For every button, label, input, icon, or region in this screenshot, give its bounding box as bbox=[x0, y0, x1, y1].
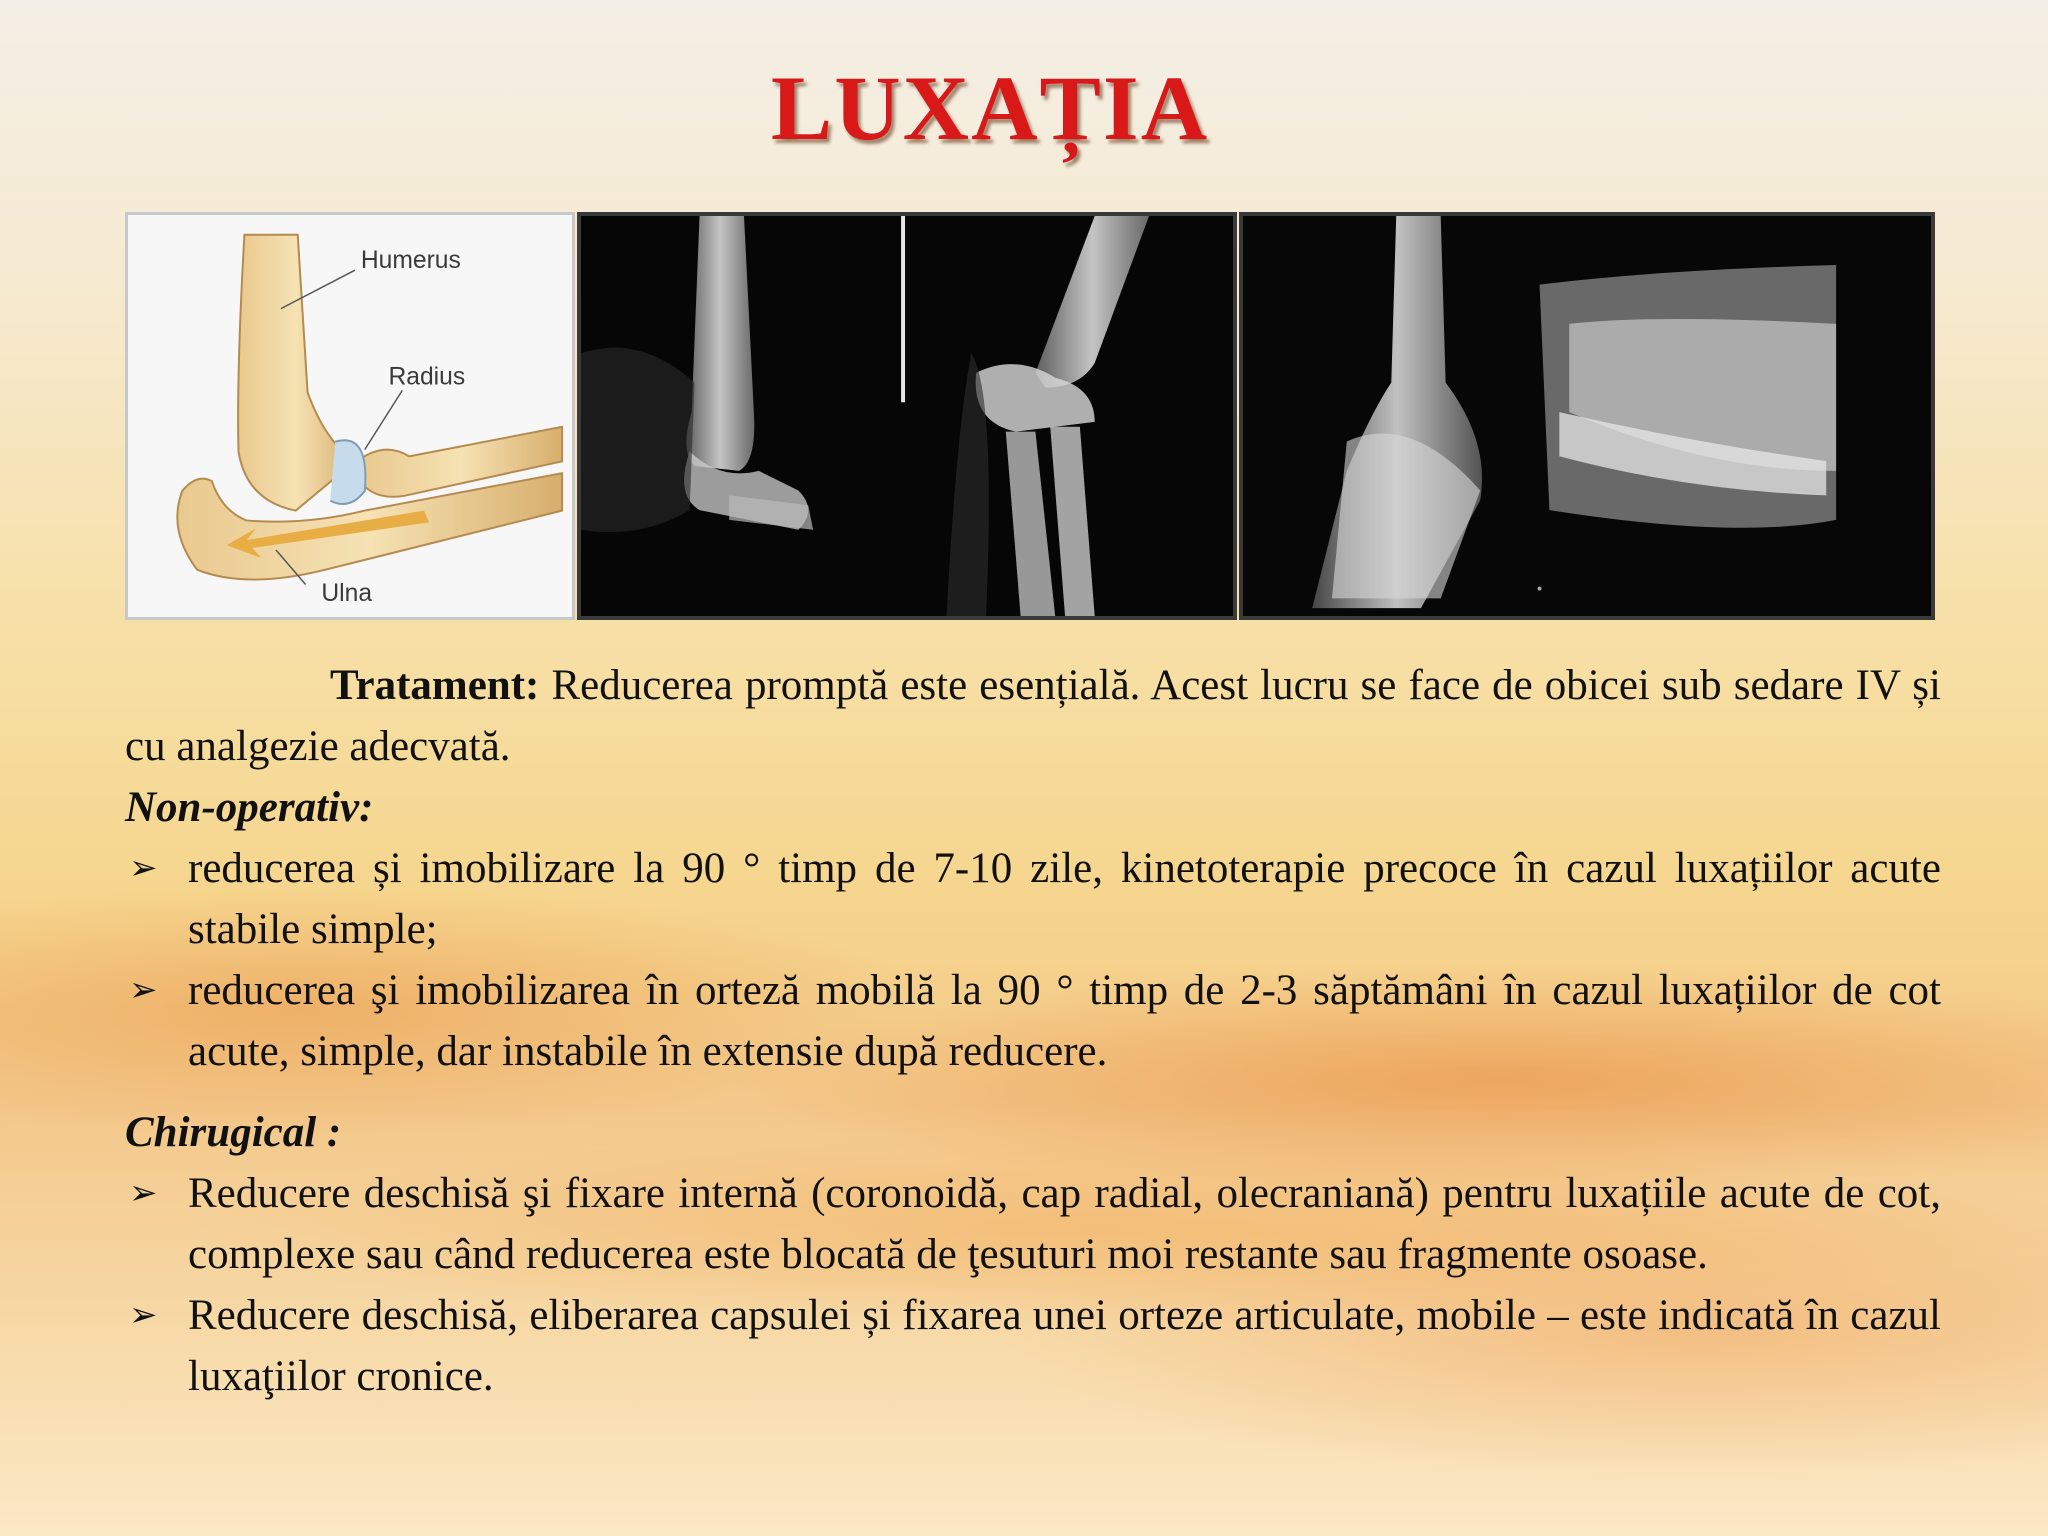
list-item-text: Reducere deschisă, eliberarea capsulei și fixarea unei orteze articulate, mobile – este indicată în cazul luxaţiilor cronice. bbox=[188, 1292, 1941, 1400]
label-ulna: Ulna bbox=[321, 580, 373, 608]
non-operative-list bbox=[125, 838, 1941, 1082]
surgical-heading: Chirugical : bbox=[125, 1109, 342, 1156]
slide-title: LUXAȚIA bbox=[770, 57, 1210, 159]
list-item-text: reducerea şi imobilizarea în orteză mobilă la 90 ° timp de 2-3 săptămâni în cazul luxațiilor de cot acute, simple, dar instabile în extensie după reducere. bbox=[188, 967, 1941, 1075]
elbow-xray-lateral-ap bbox=[577, 212, 1237, 620]
list-item bbox=[125, 1163, 1941, 1285]
treatment-paragraph bbox=[125, 655, 1941, 777]
arrowhead-bullet-icon: ➢ bbox=[129, 1295, 158, 1335]
arrowhead-bullet-icon: ➢ bbox=[129, 970, 158, 1010]
treatment-text: Reducerea promptă este esențială. Acest lucru se face de obicei sub sedare IV și cu analgezie adecvată. bbox=[125, 662, 1941, 770]
label-radius: Radius bbox=[388, 363, 466, 391]
treatment-label: Tratament: bbox=[330, 662, 540, 709]
list-item-text: reducerea și imobilizare la 90 ° timp de 7-10 zile, kinetoterapie precoce în cazul luxațiilor acute stabile simple; bbox=[188, 845, 1941, 953]
elbow-anatomy-illustration bbox=[125, 212, 575, 620]
non-operative-heading: Non-operativ: bbox=[125, 784, 374, 831]
list-item-text: Reducere deschisă şi fixare internă (coronoidă, cap radial, olecraniană) pentru luxațiile acute de cot, complexe sau când reducerea este blocată de ţesuturi moi restante sau fragmente osoase. bbox=[188, 1170, 1941, 1278]
surgical-list bbox=[125, 1163, 1941, 1407]
arrowhead-bullet-icon: ➢ bbox=[129, 848, 158, 888]
list-item bbox=[125, 1285, 1941, 1407]
elbow-xray-dislocation bbox=[1239, 212, 1935, 620]
list-item bbox=[125, 838, 1941, 960]
list-item bbox=[125, 960, 1941, 1082]
arrowhead-bullet-icon: ➢ bbox=[129, 1173, 158, 1213]
image-strip bbox=[125, 212, 1935, 620]
label-humerus: Humerus bbox=[360, 247, 461, 275]
slide-content bbox=[125, 655, 1941, 1407]
